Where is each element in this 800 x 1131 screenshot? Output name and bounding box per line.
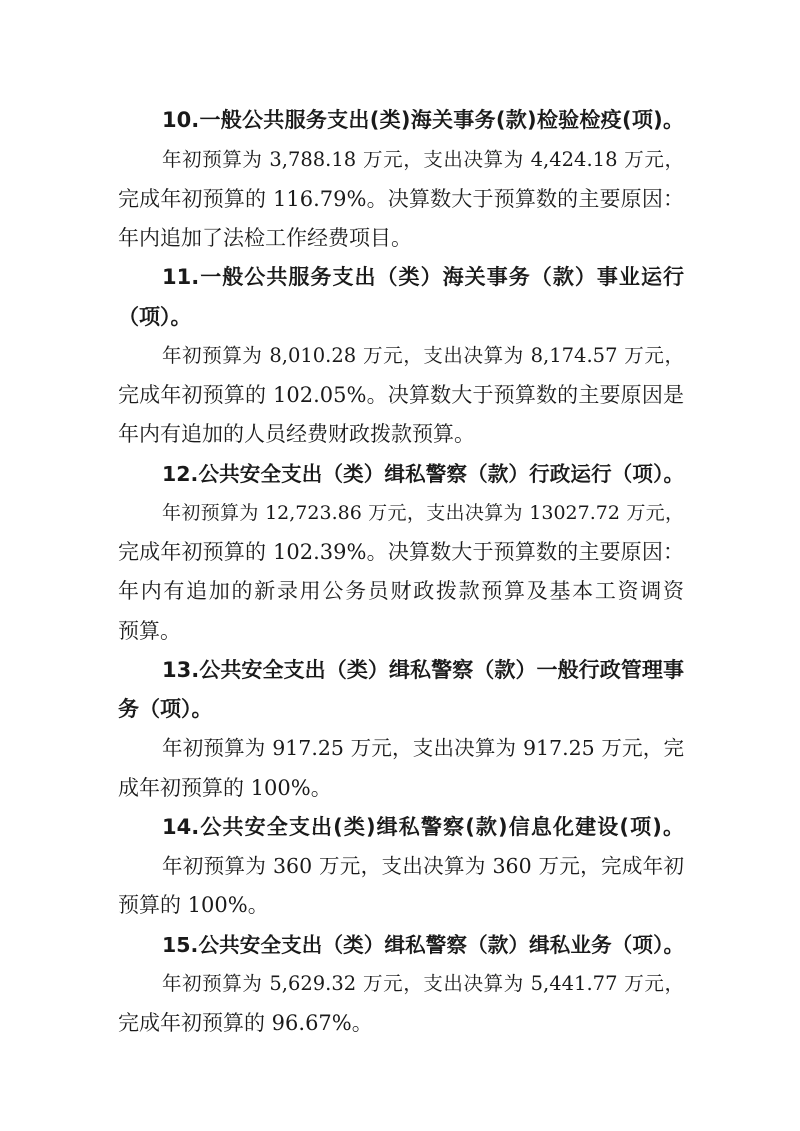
section-12-body-line-3: 年内有追加的新录用公务员财政拨款预算及基本工资调资 xyxy=(118,579,684,603)
section-12-heading: 12.公共安全支出（类）缉私警察（款）行政运行（项）。 xyxy=(162,462,684,486)
section-13-body-line-1: 年初预算为 917.25 万元，支出决算为 917.25 万元，完 xyxy=(162,736,684,760)
section-11-body-line-3: 年内有追加的人员经费财政拨款预算。 xyxy=(118,422,475,446)
section-15-body-line-1: 年初预算为 5,629.32 万元，支出决算为 5,441.77 万元， xyxy=(162,972,684,995)
section-10-body-line-1: 年初预算为 3,788.18 万元，支出决算为 4,424.18 万元， xyxy=(162,148,684,171)
section-11-body-line-1: 年初预算为 8,010.28 万元，支出决算为 8,174.57 万元， xyxy=(162,344,684,367)
section-15-heading: 15.公共安全支出（类）缉私警察（款）缉私业务（项）。 xyxy=(162,933,684,957)
section-10-heading: 10.一般公共服务支出(类)海关事务(款)检验检疫(项)。 xyxy=(162,108,684,132)
section-13-body-line-2: 成年初预算的 100%。 xyxy=(118,776,332,800)
section-13-heading-line-1: 13.公共安全支出（类）缉私警察（款）一般行政管理事 xyxy=(162,658,684,682)
section-12-body-line-2: 完成年初预算的 102.39%。决算数大于预算数的主要原因： xyxy=(118,540,684,564)
section-11-heading-line-2: （项）。 xyxy=(118,305,192,329)
section-13-heading-line-2: 务（项）。 xyxy=(118,697,213,721)
section-10-body-line-2: 完成年初预算的 116.79%。决算数大于预算数的主要原因： xyxy=(118,187,684,211)
section-12-body-line-1: 年初预算为 12,723.86 万元，支出决算为 13027.72 万元， xyxy=(162,502,684,524)
section-10-body-line-3: 年内追加了法检工作经费项目。 xyxy=(118,226,412,250)
section-12-body-line-4: 预算。 xyxy=(118,619,181,643)
section-15-body-line-2: 完成年初预算的 96.67%。 xyxy=(118,1011,373,1035)
section-11-heading-line-1: 11.一般公共服务支出（类）海关事务（款）事业运行 xyxy=(162,265,684,289)
section-14-body-line-1: 年初预算为 360 万元，支出决算为 360 万元，完成年初 xyxy=(162,854,684,878)
section-14-body-line-2: 预算的 100%。 xyxy=(118,893,269,917)
section-14-heading: 14.公共安全支出(类)缉私警察(款)信息化建设(项)。 xyxy=(162,815,684,839)
section-11-body-line-2: 完成年初预算的 102.05%。决算数大于预算数的主要原因是 xyxy=(118,383,684,407)
